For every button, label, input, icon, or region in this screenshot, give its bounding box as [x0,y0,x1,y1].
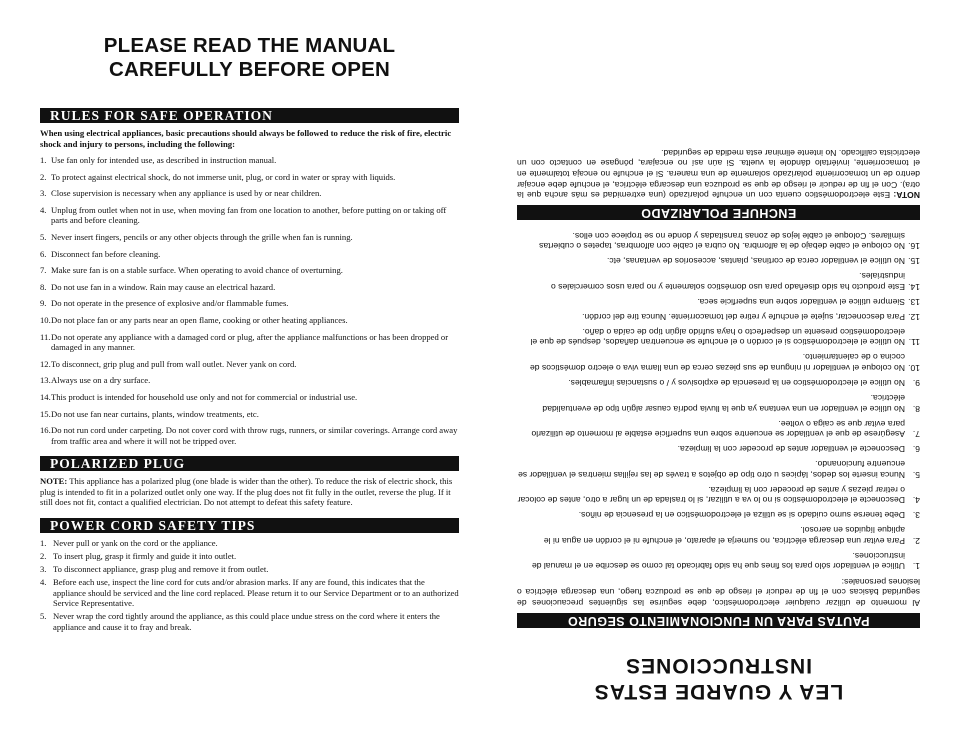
es-rule-item-number: 7. [912,429,920,440]
rule-item [40,332,459,353]
es-rule-item-number: 5. [912,469,920,480]
rule-item [40,265,459,276]
cord-tip-item [40,577,459,609]
rule-item-number: 3. [40,188,47,199]
rule-item-text: Disconnect fan before cleaning. [51,248,161,259]
rule-item-number: 9. [40,298,47,309]
es-rule-item-text: Debe tenerse sumo cuidado si se utiliza el electrodoméstico en la presencia de niños. [578,510,905,521]
es-rule-item-number: 16. [908,241,920,252]
rule-item-number: 4. [40,204,47,215]
rule-item [40,205,459,226]
es-rule-item-number: 13. [908,296,920,307]
es-rule-item-number: 11. [908,337,920,348]
es-rule-item [517,352,920,373]
rule-item-number: 11. [40,331,51,342]
cord-tip-item-number: 2. [40,550,47,561]
rule-item [40,298,459,309]
es-rule-item-text: Asegúrese de que el ventilador se encuentre sobre una superficie estable al momento de utilizarlo para evitar que se caiga o voltee. [531,418,905,440]
cord-tip-item-number: 3. [40,564,47,575]
rule-item-text: This product is intended for household use only and not for commercial or industrial use. [51,391,358,402]
cord-tip-item-text: To disconnect appliance, grasp plug and remove it from outlet. [53,564,269,575]
es-rule-item [517,271,920,292]
safe-operation-intro: When using electrical appliances, basic precautions should always be followed to reduce the risk of fire, electric shock and injury to persons, including the following: [40,128,452,149]
es-rule-item [517,484,920,505]
es-rule-item [517,377,920,388]
rule-item-number: 5. [40,232,47,243]
rule-item-text: Do not operate in the presence of explosive and/or flammable fumes. [51,298,289,309]
es-note-label: NOTA: [893,190,920,201]
es-rule-item-text: Siempre utilice el ventilador sobre una superficie seca. [697,296,905,307]
spanish-title: LEA Y GUARDE ESTAS INSTRUCCIONES [593,654,844,703]
es-rule-item-number: 3. [912,510,920,521]
es-polarized-plug-heading: ENCHUFE POLARIZADO [517,205,920,220]
rule-item-text: Do not use fan in a window. Rain may cause an electrical hazard. [51,281,276,292]
es-rule-item-text: Este producto ha sido diseñado para uso doméstico solamente y no para usos comerciales o industriales. [551,271,905,292]
rule-item-number: 6. [40,248,47,259]
es-rule-item-text: No utilice el electrodoméstico si el cordón o el enchufe se encuentran dañados, después de que el electrodoméstico presente un desperfecto o haya sufrido algún tipo de caída o daño. [530,326,905,348]
rule-item [40,409,459,420]
polarized-plug-note [40,476,459,508]
rule-item-text: Do not operate any appliance with a damaged cord or plug, after the appliance malfunctions or has been dropped or damaged in any manner. [51,331,449,353]
rule-item-number: 10. [40,315,51,326]
polarized-plug-heading: POLARIZED PLUG [40,456,459,471]
rule-item [40,425,459,446]
cord-tip-item [40,611,459,632]
es-rule-item-number: 2. [912,535,920,546]
es-rule-item [517,256,920,267]
es-rule-item-number: 6. [912,444,920,455]
rule-item-text: Use fan only for intended use, as described in instruction manual. [51,155,277,166]
es-rule-item-number: 4. [912,495,920,506]
rule-item-text: Always use on a dry surface. [51,375,151,386]
es-rule-item-text: Desconecte el electrodoméstico si no lo va a utilizar, si lo traslada de un lugar a otro, antes de colocar o retirar piezas y antes de proceder con la limpieza. [517,484,905,506]
spanish-column [477,0,954,738]
rule-item [40,232,459,243]
cord-safety-heading: POWER CORD SAFETY TIPS [40,518,459,533]
rule-item-text: Never insert fingers, pencils or any other objects through the grille when fan is running. [51,232,353,243]
es-polarized-plug-note [517,147,920,200]
rule-item-number: 1. [40,155,47,166]
rule-item-number: 7. [40,265,47,276]
es-rule-item-number: 12. [908,311,920,322]
rule-item-text: To disconnect, grip plug and pull from wall outlet. Never yank on cord. [51,358,297,369]
es-rule-item [517,230,920,251]
es-rule-item-text: Nunca inserte los dedos, lápices u otro tipo de objetos a través de las rejillas mientras el ventilador se encuentre funcionando. [518,459,905,480]
rule-item-text: Do not use fan near curtains, plants, window treatments, etc. [51,408,259,419]
es-rule-item-number: 1. [912,561,920,572]
cord-tip-item [40,538,459,549]
note-label: NOTE: [40,476,68,487]
cord-tip-item-number: 4. [40,577,47,588]
rule-item-number: 16. [40,425,51,436]
rule-item-number: 14. [40,391,51,402]
cord-tip-item-number: 1. [40,537,47,548]
rule-item-text: Unplug from outlet when not in use, when moving fan from one location to another, before putting on or taking off parts and before cleaning. [51,204,447,226]
es-rule-item [517,311,920,322]
cord-tip-item-text: To insert plug, grasp it firmly and guide it into outlet. [53,550,237,561]
rule-item [40,188,459,199]
es-rule-item-number: 9. [912,378,920,389]
es-rule-item-text: No utilice el ventilador en una ventana ya que la lluvia podría causar algún tipo de eventualidad eléctrica. [542,393,905,414]
rule-item [40,172,459,183]
rule-item [40,392,459,403]
rule-item [40,249,459,260]
es-rule-item-text: Para evitar una descarga eléctrica, no sumerja el aparato, el enchufe ni el cordón en agua ni le aplique líquidos en aerosol. [543,525,905,546]
es-rule-item-text: Utilice el ventilador sólo para los fines que ha sido fabricado tal como se describe en el manual de instrucciones. [531,550,905,572]
cord-tip-item-number: 5. [40,611,47,622]
es-safe-operation-heading: PAUTAS PARA UN FUNCIONAMIENTO SEGURO [517,613,920,628]
es-safe-operation-rules [517,230,920,571]
rule-item-text: Do not run cord under carpeting. Do not cover cord with throw rugs, runners, or similar coverings. Arrange cord away from traffic area and where it will not be tripped over. [51,425,458,446]
rule-item-text: To protect against electrical shock, do not immerse unit, plug, or cord in water or spray with liquids. [51,171,396,182]
rule-item [40,315,459,326]
es-rule-item-text: No coloque el ventilador ni ninguna de sus piezas cerca de una llama viva o electro domésticos de cocina o de calentamiento. [529,352,905,374]
page-title: PLEASE READ THE MANUAL CAREFULLY BEFORE OPEN [103,34,396,81]
es-rule-item [517,525,920,546]
es-rule-item [517,550,920,571]
es-rule-item-number: 15. [908,256,920,267]
rule-item-number: 12. [40,358,51,369]
cord-tip-item-text: Never pull or yank on the cord or the appliance. [53,537,218,548]
rule-item-text: Do not place fan or any parts near an open flame, cooking or other heating appliances. [51,315,348,326]
rule-item [40,155,459,166]
es-rule-item [517,459,920,480]
es-rule-item-number: 8. [912,403,920,414]
note-text: This appliance has a polarized plug (one blade is wider than the other). To reduce the risk of electric shock, this plug is intended to fit in a polarized outlet only one way. If the plug does not fit fully in the outlet, reverse the plug. If it still does not fit, contact a qualified electrician. Do not attempt to defeat this safety feature. [40,476,453,508]
es-rule-item-text: No coloque el cable debajo de la alfombra. No cubra el cable con alfombras, tapetes o cubiertas similares. Coloque el cable lejos de zonas transitadas y donde no se tropiece con ellos. [539,230,905,252]
rule-item-text: Make sure fan is on a stable surface. When operating to avoid chance of overturning. [51,265,343,276]
cord-tip-item-text: Before each use, inspect the line cord for cuts and/or abrasion marks. If any are found, this indicates that the appliance should be serviced and the line cord replaced. Please return it to our Service Department or to an authorized Service Representative. [53,577,459,609]
rule-item-number: 8. [40,281,47,292]
rule-item-number: 15. [40,408,51,419]
es-rule-item [517,418,920,439]
rule-item-number: 13. [40,375,51,386]
es-rule-item-number: 14. [908,281,920,292]
es-rule-item-text: No utilice el electrodoméstico en la presencia de explosivos y / o sustancias inflamables. [568,378,905,389]
cord-tip-item [40,551,459,562]
es-rule-item [517,326,920,347]
es-rule-item [517,392,920,413]
cord-tip-item [40,564,459,575]
es-rule-item [517,510,920,521]
rule-item-text: Close supervision is necessary when any appliance is used by or near children. [51,188,322,199]
safe-operation-heading: RULES FOR SAFE OPERATION [40,108,459,123]
es-rule-item [517,296,920,307]
cord-safety-tips [40,538,459,632]
es-rule-item-number: 10. [908,363,920,374]
cord-tip-item-text: Never wrap the cord tightly around the appliance, as this could place undue stress on the cord where it enters the appliance and cause it to fray and break. [53,611,440,632]
rule-item [40,282,459,293]
es-rule-item-text: Desconecte el ventilador antes de proceder con la limpieza. [677,444,905,455]
es-rule-item [517,444,920,455]
es-note-text: Este electrodoméstico cuenta con un enchufe polarizado (una extremidad es más ancha que la otra). Con el fin de reducir el riesgo de que se produzca una descarga eléctrica, el enchufe debe encajar dentro de un tomacorriente polarizado solamente de una manera. Si el enchufe no encaja totalmente en el tomacorriente, inviértalo dándole la vuelta. Si aún así no encajara, póngase en contacto con un electricista calificado. No intente eliminar esta medida de seguridad. [517,147,920,201]
es-safe-operation-intro: Al momento de utilizar cualquier electrodoméstico, debe seguirse las siguientes precauciones de seguridad básicas con el fin de reducir el riesgo de que se produzca fuego, una descarga eléctrica o lesiones personales: [517,577,920,608]
rule-item [40,359,459,370]
rule-item-number: 2. [40,171,47,182]
rule-item [40,375,459,386]
es-rule-item-text: Para desconectar, sujete el enchufe y retire del tomacorriente. Nunca tire del cordón. [582,311,905,322]
safe-operation-rules [40,155,459,446]
es-rule-item-text: No utilice el ventilador cerca de cortinas, plantas, accesorios de ventanas, etc. [606,256,905,267]
